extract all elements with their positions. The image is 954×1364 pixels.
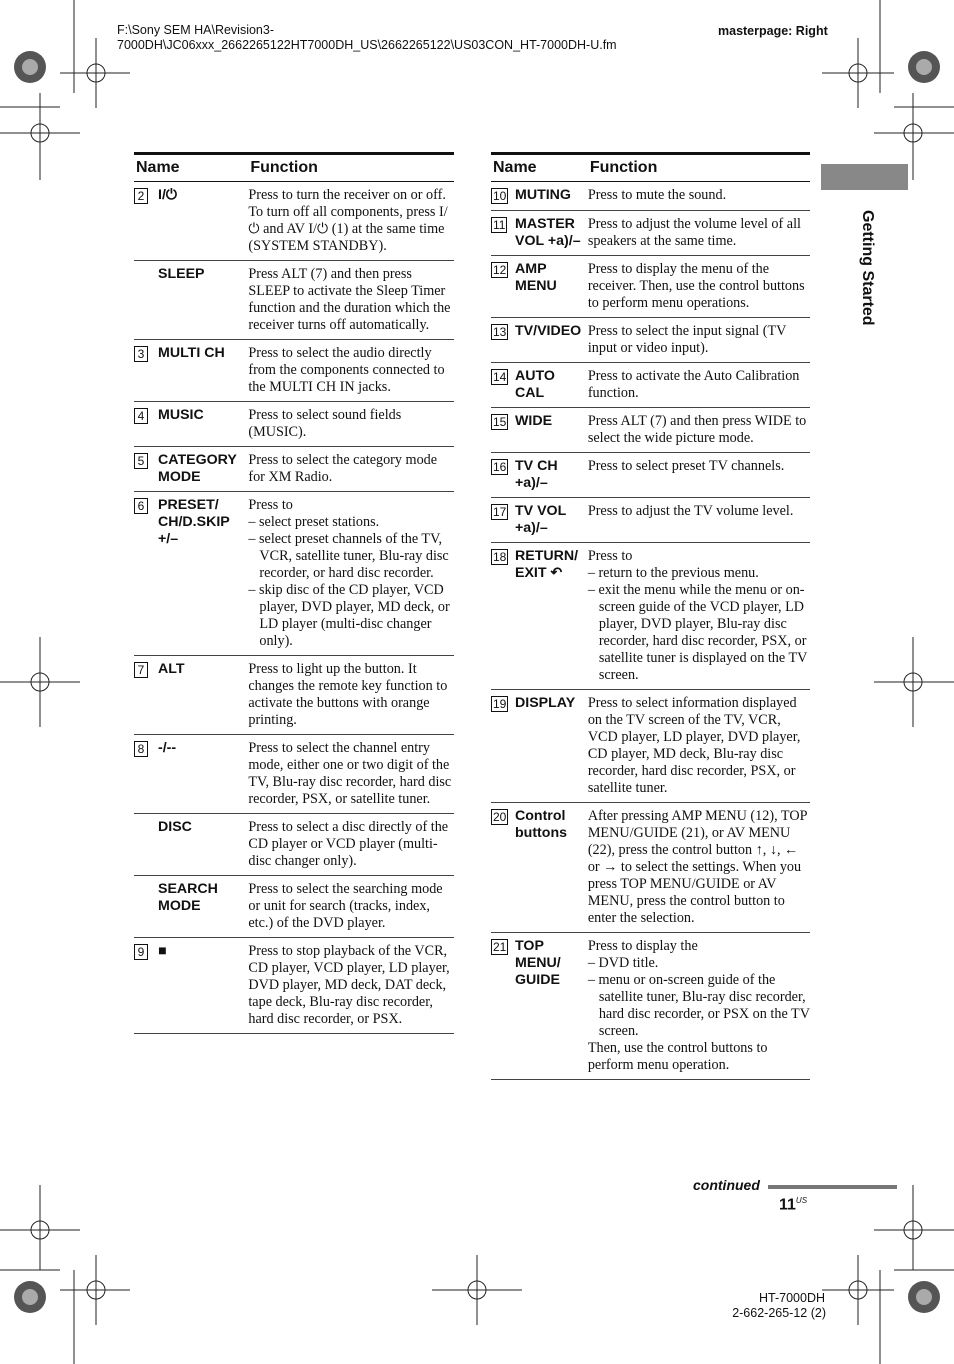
function-description [248,402,454,447]
button-name: -/-- [158,735,248,814]
function-description [588,408,810,453]
function-line: Press to select the searching mode or unit for search (tracks, index, etc.) of the DVD player. [248,881,443,931]
function-description [588,318,810,363]
button-name: ■ [158,938,248,1034]
item-number [491,211,515,256]
button-name: RETURN/ EXIT ↶ [515,543,588,690]
page-number-suffix: US [795,1196,808,1205]
table-row [491,182,810,211]
table-row [491,498,810,543]
button-name: Control buttons [515,803,588,933]
item-number [491,318,515,363]
function-line: – skip disc of the CD player, VCD player, DVD player, MD deck, or LD player (multi-disc changer only). [248,582,450,649]
function-line: Press to activate the Auto Calibration function. [587,368,800,401]
function-description [588,803,810,933]
button-name: MULTI CH [158,340,248,402]
item-number-box: 3 [134,346,148,362]
item-number [491,543,515,690]
function-line: Press to select preset TV channels. [587,458,785,474]
button-name: ALT [158,656,248,735]
item-number-box: 4 [134,408,148,424]
table-row [491,933,810,1080]
table-row [134,340,454,402]
page-number-value: 11 [779,1196,796,1214]
function-description [588,182,810,211]
function-line: Press to display the [587,938,698,954]
right-function-table [491,152,810,1080]
button-name: CATEGORY MODE [158,447,248,492]
button-name: TV/VIDEO [515,318,588,363]
left-function-table [134,152,454,1034]
section-tab-label: Getting Started [859,210,876,326]
function-line: Press to select a disc directly of the CD player or VCD player (multi-disc changer only). [248,819,449,869]
item-number-box: 12 [493,263,507,277]
item-number [134,656,158,735]
item-number-box: 14 [493,370,507,384]
button-name: I/⏻ [158,182,248,261]
function-line: Press ALT (7) and then press WIDE to select the wide picture mode. [587,413,807,446]
table-row [134,261,454,340]
col-header-name: Name [134,154,248,182]
function-line: Press ALT (7) and then press SLEEP to activate the Sleep Timer function and the duration which the receiver turns off automatically. [248,266,451,333]
button-name: TV CH +a)/– [515,453,588,498]
table-row [491,690,810,803]
item-number-box: 17 [493,505,507,519]
table-row [491,453,810,498]
table-row [134,492,454,656]
table-row [491,363,810,408]
table-row [134,814,454,876]
table-row [134,735,454,814]
function-description [248,656,454,735]
col-header-function: Function [588,154,810,182]
item-number-box: 2 [134,188,148,204]
function-description [588,543,810,690]
function-line: Press to select the channel entry mode, either one or two digit of the TV, Blu-ray disc recorder, hard disc recorder, PSX, or satellite tuner. [248,740,452,807]
item-number-box: 10 [493,189,507,203]
function-line: Press to mute the sound. [587,187,727,203]
button-name: MUSIC [158,402,248,447]
section-tab-marker [821,164,908,190]
item-number-box: 11 [493,218,506,232]
item-number-box: 18 [493,550,507,564]
function-line: Press to stop playback of the VCR, CD player, VCD player, LD player, DVD player, MD deck, DAT deck, tape deck, Blu-ray disc recorder, hard disc recorder, or PSX. [248,943,450,1027]
function-line: Press to select the audio directly from the components connected to the MULTI CH IN jacks. [248,345,445,395]
continued-label: continued [693,1177,760,1193]
item-number-box: 21 [493,940,507,954]
item-number [134,261,158,340]
function-description [588,256,810,318]
item-number-box: 16 [493,460,507,474]
item-number-box: 15 [493,415,507,429]
table-row [134,182,454,261]
function-line: Press to light up the button. It changes the remote key function to activate the buttons with orange printing. [248,661,448,728]
button-name: AMP MENU [515,256,588,318]
masterpage-label: masterpage: Right [718,24,828,38]
function-description [248,876,454,938]
table-row [134,938,454,1034]
table-row [134,447,454,492]
table-row [134,402,454,447]
col-header-function: Function [248,154,454,182]
function-line: – select preset stations. [248,514,380,530]
button-name: SEARCH MODE [158,876,248,938]
function-line: – DVD title. [587,955,659,971]
item-number [491,182,515,211]
function-line: – menu or on-screen guide of the satellite tuner, Blu-ray disc recorder, hard disc recorder, or PSX on the TV screen. [587,972,810,1039]
table-row [134,656,454,735]
model-number: HT-7000DH [759,1291,825,1305]
function-description [248,938,454,1034]
function-line: Press to adjust the volume level of all speakers at the same time. [587,216,801,249]
button-name: WIDE [515,408,588,453]
table-row [491,543,810,690]
function-line: Press to select sound fields (MUSIC). [248,407,402,440]
item-number-box: 19 [493,697,507,711]
item-number-box: 20 [493,810,507,824]
item-number [134,492,158,656]
table-row [491,408,810,453]
function-description [248,182,454,261]
function-description [588,211,810,256]
button-name: DISPLAY [515,690,588,803]
function-description [588,363,810,408]
item-number [491,408,515,453]
item-number-box: 8 [134,741,148,757]
item-number-box: 13 [493,325,507,339]
item-number-box: 9 [134,944,148,960]
item-number [134,735,158,814]
table-row [491,803,810,933]
item-number [134,402,158,447]
function-line: – exit the menu while the menu or on-screen guide of the VCD player, LD player, DVD player, Blu-ray disc recorder, hard disc recorder, PSX, or satellite tuner is displayed on the TV screen. [587,582,808,683]
function-line: Press to turn the receiver on or off. [248,187,446,203]
function-line: Press to adjust the TV volume level. [587,503,794,519]
button-name: AUTO CAL [515,363,588,408]
function-line: After pressing AMP MENU (12), TOP MENU/GUIDE (21), or AV MENU (22), press the control button ↑, ↓, ← or → to select the settings. When you press TOP MENU/GUIDE or AV MENU, press the control button to enter the selection. [587,808,807,926]
button-name: DISC [158,814,248,876]
function-line: Then, use the control buttons to perform menu operation. [587,1040,768,1073]
function-line: Press to select the category mode for XM Radio. [248,452,438,485]
function-description [588,498,810,543]
function-description [248,735,454,814]
item-number [134,182,158,261]
function-description [588,453,810,498]
col-header-name: Name [491,154,588,182]
page-number [779,1196,807,1214]
function-description [248,492,454,656]
document-code: 2-662-265-12 (2) [732,1306,826,1320]
item-number-box: 7 [134,662,148,678]
item-number [134,447,158,492]
function-description [248,814,454,876]
table-row [491,211,810,256]
button-name: SLEEP [158,261,248,340]
button-name: MASTER VOL +a)/– [515,211,588,256]
item-number [491,690,515,803]
item-number [134,938,158,1034]
function-description [248,447,454,492]
item-number [491,498,515,543]
function-line: Press to [587,548,633,564]
button-name: PRESET/ CH/D.SKIP +/– [158,492,248,656]
item-number-box: 5 [134,453,148,469]
function-description [588,690,810,803]
item-number [491,363,515,408]
item-number-box: 6 [134,498,148,514]
function-line: Press to select information displayed on the TV screen of the TV, VCR, VCD player, LD player, DVD player, CD player, MD deck, Blu-ray disc recorder, hard disc recorder, PSX, or satellite tuner. [587,695,801,796]
function-description [588,933,810,1080]
button-name: TOP MENU/ GUIDE [515,933,588,1080]
table-row [491,256,810,318]
function-description [248,261,454,340]
continued-bar [768,1185,897,1189]
function-line: To turn off all components, press I/⏻ and AV I/⏻ (1) at the same time (SYSTEM STANDBY). [248,204,448,254]
table-row [134,876,454,938]
file-path-line2: 7000DH\JC06xxx_2662265122HT7000DH_US\2662265122\US03CON_HT-7000DH-U.fm [117,38,617,52]
item-number [491,256,515,318]
function-line: Press to display the menu of the receiver. Then, use the control buttons to perform menu operations. [587,261,805,311]
item-number [134,876,158,938]
item-number [491,933,515,1080]
function-line: Press to [248,497,293,513]
function-line: – return to the previous menu. [587,565,759,581]
file-path [117,23,617,53]
item-number [134,814,158,876]
file-path-line1: F:\Sony SEM HA\Revision3- [117,23,274,37]
function-description [248,340,454,402]
button-name: MUTING [515,182,588,211]
item-number [491,453,515,498]
table-row [491,318,810,363]
function-line: Press to select the input signal (TV input or video input). [587,323,787,356]
item-number [491,803,515,933]
item-number [134,340,158,402]
function-line: – select preset channels of the TV, VCR, satellite tuner, Blu-ray disc recorder, or hard disc recorder. [248,531,449,581]
button-name: TV VOL +a)/– [515,498,588,543]
